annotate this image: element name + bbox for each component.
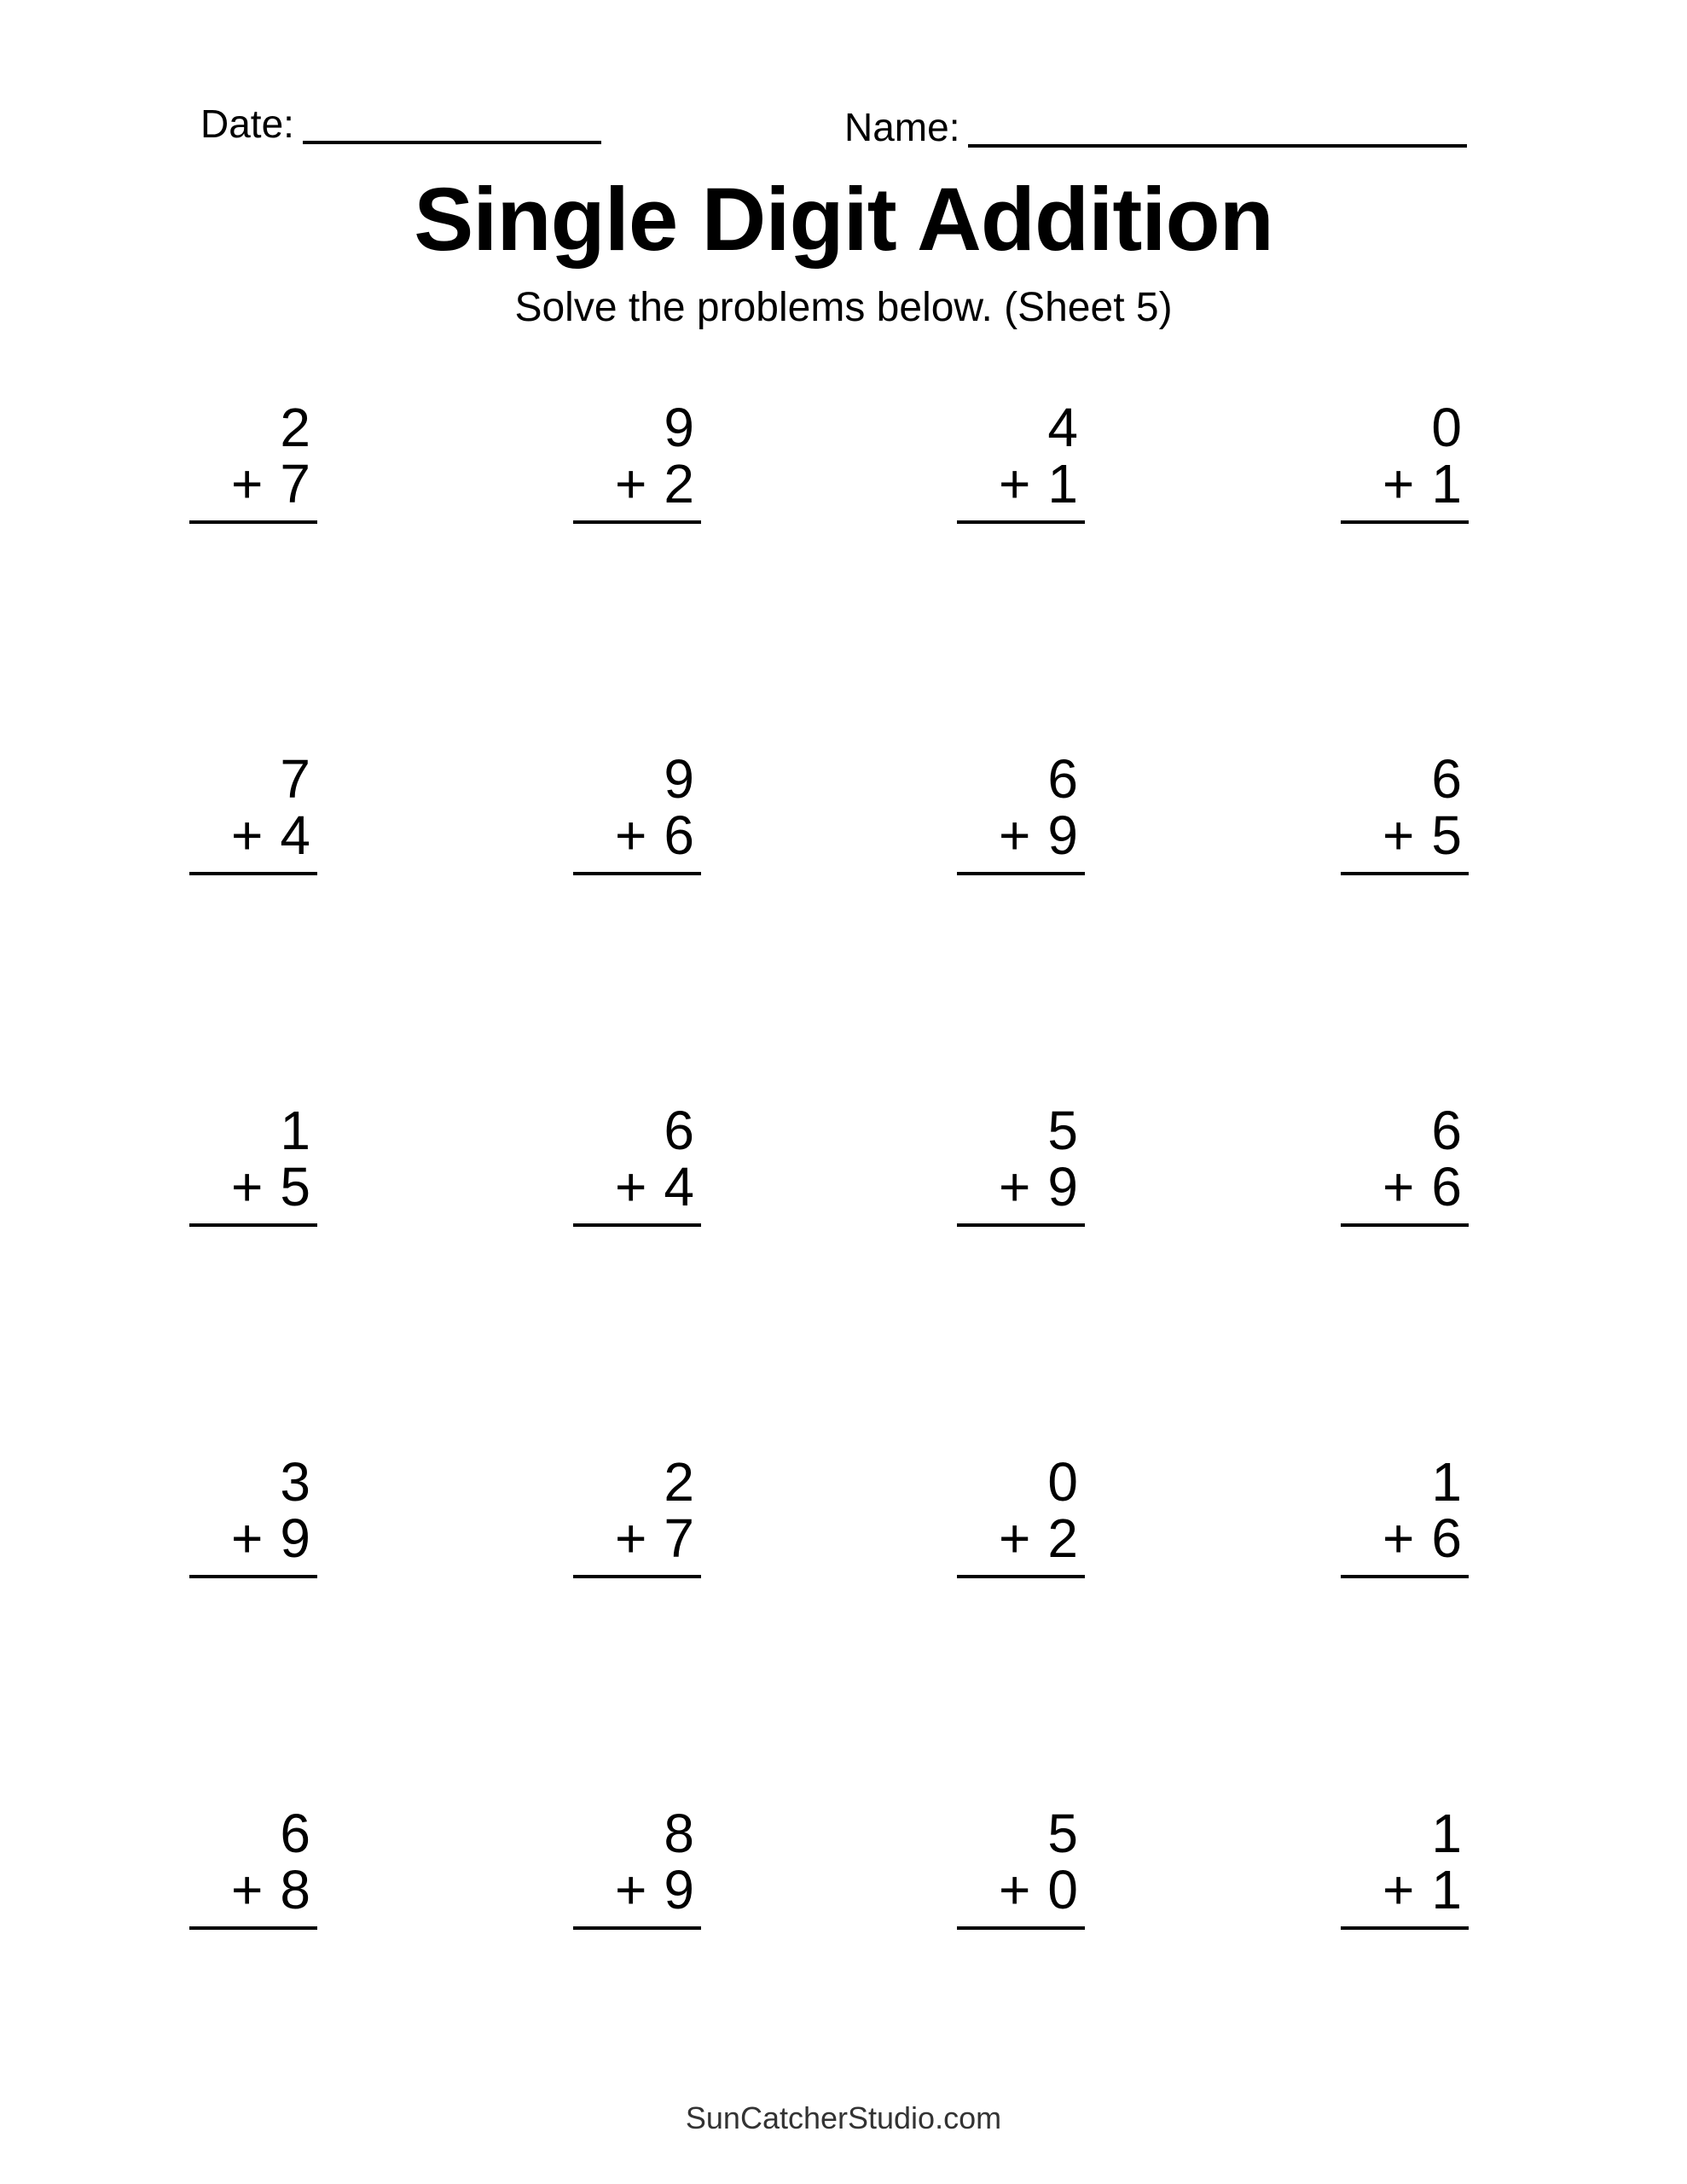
addition-problem xyxy=(1341,1102,1469,1454)
top-operand: 3 xyxy=(280,1451,310,1513)
top-operand: 1 xyxy=(1431,1451,1462,1513)
plus-operator: + xyxy=(615,453,647,514)
addition-problem xyxy=(1341,1451,1469,1805)
addition-problem xyxy=(573,1102,701,1454)
footer-site: SunCatcherStudio.com xyxy=(685,2100,1002,2135)
addition-problem xyxy=(1341,399,1469,751)
top-operand: 7 xyxy=(280,748,310,810)
plus-operator: + xyxy=(615,1507,647,1569)
top-operand: 4 xyxy=(1047,397,1078,458)
bottom-operand: 2 xyxy=(664,453,694,514)
bottom-operand: 8 xyxy=(280,1859,310,1920)
addition-problem xyxy=(573,399,701,751)
problems-grid xyxy=(189,399,1469,2157)
page-title: Single Digit Addition xyxy=(414,170,1273,270)
addition-problem xyxy=(957,748,1085,1102)
plus-operator: + xyxy=(231,453,264,514)
bottom-operand: 9 xyxy=(664,1859,694,1920)
name-label: Name: xyxy=(844,105,960,149)
addition-problem xyxy=(189,1451,317,1805)
plus-operator: + xyxy=(231,1507,264,1569)
date-field xyxy=(200,102,601,146)
top-operand: 8 xyxy=(664,1803,694,1864)
addition-problem xyxy=(573,1451,701,1805)
page-subtitle: Solve the problems below. (Sheet 5) xyxy=(514,285,1173,330)
top-operand: 9 xyxy=(664,397,694,458)
bottom-operand: 0 xyxy=(1047,1859,1078,1920)
plus-operator: + xyxy=(615,1859,647,1920)
top-operand: 1 xyxy=(280,1100,310,1161)
plus-operator: + xyxy=(231,1156,264,1217)
top-operand: 5 xyxy=(1047,1100,1078,1161)
addition-problem xyxy=(189,399,317,751)
addition-problem xyxy=(189,748,317,1102)
name-field xyxy=(844,107,1467,147)
top-operand: 9 xyxy=(664,748,694,810)
bottom-operand: 4 xyxy=(280,804,310,866)
bottom-operand: 9 xyxy=(280,1507,310,1569)
plus-operator: + xyxy=(999,1156,1031,1217)
top-operand: 6 xyxy=(1431,748,1462,810)
plus-operator: + xyxy=(231,1859,264,1920)
plus-operator: + xyxy=(999,453,1031,514)
bottom-operand: 9 xyxy=(1047,804,1078,866)
plus-operator: + xyxy=(1383,1156,1415,1217)
addition-problem xyxy=(957,1451,1085,1805)
plus-operator: + xyxy=(615,1156,647,1217)
addition-problem xyxy=(957,1102,1085,1454)
bottom-operand: 6 xyxy=(664,804,694,866)
plus-operator: + xyxy=(231,804,264,866)
plus-operator: + xyxy=(1383,1507,1415,1569)
bottom-operand: 7 xyxy=(664,1507,694,1569)
bottom-operand: 7 xyxy=(280,453,310,514)
plus-operator: + xyxy=(999,804,1031,866)
top-operand: 0 xyxy=(1431,397,1462,458)
plus-operator: + xyxy=(999,1859,1031,1920)
date-underline xyxy=(303,115,601,144)
plus-operator: + xyxy=(999,1507,1031,1569)
bottom-operand: 5 xyxy=(280,1156,310,1217)
bottom-operand: 4 xyxy=(664,1156,694,1217)
top-operand: 2 xyxy=(664,1451,694,1513)
bottom-operand: 5 xyxy=(1431,804,1462,866)
addition-problem xyxy=(1341,748,1469,1102)
top-operand: 6 xyxy=(280,1803,310,1864)
bottom-operand: 6 xyxy=(1431,1507,1462,1569)
date-label: Date: xyxy=(200,102,294,146)
bottom-operand: 2 xyxy=(1047,1507,1078,1569)
top-operand: 6 xyxy=(1431,1100,1462,1161)
addition-problem xyxy=(573,748,701,1102)
addition-problem xyxy=(957,399,1085,751)
bottom-operand: 1 xyxy=(1047,453,1078,514)
top-operand: 2 xyxy=(280,397,310,458)
name-underline xyxy=(968,119,1467,148)
bottom-operand: 9 xyxy=(1047,1156,1078,1217)
bottom-operand: 1 xyxy=(1431,453,1462,514)
top-operand: 5 xyxy=(1047,1803,1078,1864)
plus-operator: + xyxy=(615,804,647,866)
addition-problem xyxy=(189,1102,317,1454)
top-operand: 6 xyxy=(664,1100,694,1161)
plus-operator: + xyxy=(1383,453,1415,514)
plus-operator: + xyxy=(1383,1859,1415,1920)
top-operand: 1 xyxy=(1431,1803,1462,1864)
bottom-operand: 6 xyxy=(1431,1156,1462,1217)
bottom-operand: 1 xyxy=(1431,1859,1462,1920)
top-operand: 0 xyxy=(1047,1451,1078,1513)
plus-operator: + xyxy=(1383,804,1415,866)
top-operand: 6 xyxy=(1047,748,1078,810)
